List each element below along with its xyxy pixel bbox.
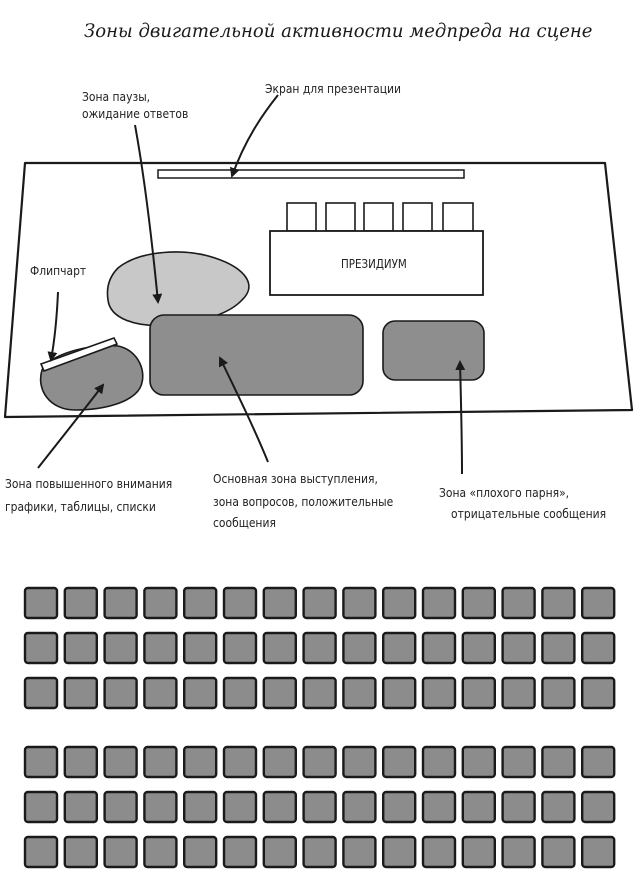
audience-seat: [343, 837, 375, 867]
presidium-label: ПРЕЗИДИУМ: [341, 257, 407, 271]
audience-seat: [503, 837, 535, 867]
pause-zone-label-line2: ожидание ответов: [82, 106, 189, 121]
audience-seat: [25, 837, 57, 867]
audience-seat: [105, 792, 137, 822]
audience-seat: [582, 792, 614, 822]
audience-seat: [463, 837, 495, 867]
audience-seat: [503, 747, 535, 777]
audience-seat: [542, 792, 574, 822]
audience-seat: [105, 588, 137, 618]
audience-seat: [224, 633, 256, 663]
audience-seat: [383, 678, 415, 708]
audience-seat: [423, 747, 455, 777]
audience-seat: [463, 633, 495, 663]
audience-seat: [423, 678, 455, 708]
bad-guy-zone-label-line2: отрицательные сообщения: [451, 506, 607, 521]
audience-seat: [184, 633, 216, 663]
audience-seat: [224, 837, 256, 867]
audience-seat: [304, 633, 336, 663]
audience-seat: [304, 588, 336, 618]
audience-seat: [383, 633, 415, 663]
audience-seat: [304, 678, 336, 708]
audience-seat: [25, 747, 57, 777]
audience-seat: [264, 747, 296, 777]
audience-seat: [503, 792, 535, 822]
audience-seat: [343, 747, 375, 777]
audience-seat: [224, 588, 256, 618]
audience-seat: [423, 588, 455, 618]
presidium-chair: [403, 203, 432, 231]
audience-seat: [343, 633, 375, 663]
audience-seat: [542, 678, 574, 708]
audience-seat: [423, 633, 455, 663]
audience-seat: [463, 678, 495, 708]
audience-seat: [184, 588, 216, 618]
audience-seat: [105, 747, 137, 777]
pause-zone-label: [82, 88, 188, 122]
presidium-chair: [326, 203, 355, 231]
audience-seat: [224, 678, 256, 708]
audience-seat: [224, 792, 256, 822]
bad-guy-zone-label-line1: Зона «плохого парня»,: [439, 485, 570, 500]
audience-seats: [25, 588, 614, 867]
audience-seat: [65, 678, 97, 708]
audience-seat: [144, 747, 176, 777]
audience-seat: [343, 678, 375, 708]
audience-seat: [144, 792, 176, 822]
presidium-chairs: [287, 203, 473, 231]
audience-seat: [105, 633, 137, 663]
audience-seat: [542, 633, 574, 663]
audience-seat: [582, 837, 614, 867]
screen-label: Экран для презентации: [265, 81, 402, 96]
presidium-chair: [443, 203, 473, 231]
audience-seat: [542, 837, 574, 867]
audience-seat: [184, 678, 216, 708]
audience-seat: [65, 792, 97, 822]
audience-seat: [582, 588, 614, 618]
main-zone-label-line3: сообщения: [213, 515, 276, 530]
main-zone-label-line2: зона вопросов, положительные: [213, 494, 394, 509]
audience-seat: [144, 633, 176, 663]
audience-seat: [582, 678, 614, 708]
audience-seat: [65, 837, 97, 867]
audience-seat: [264, 678, 296, 708]
audience-seat: [423, 792, 455, 822]
audience-seat: [582, 633, 614, 663]
audience-seat: [463, 747, 495, 777]
audience-seat: [383, 792, 415, 822]
bad-guy-zone-label: [439, 484, 606, 522]
presidium-chair: [287, 203, 316, 231]
presidium-chair: [364, 203, 393, 231]
audience-seat: [503, 588, 535, 618]
audience-seat: [304, 792, 336, 822]
audience-seat: [264, 837, 296, 867]
audience-seat: [264, 792, 296, 822]
audience-seat: [105, 837, 137, 867]
audience-seat: [383, 588, 415, 618]
main-zone-label: [213, 470, 393, 531]
audience-seat: [383, 837, 415, 867]
audience-seat: [463, 588, 495, 618]
audience-seat: [264, 588, 296, 618]
audience-seat: [144, 678, 176, 708]
audience-seat: [264, 633, 296, 663]
audience-seat: [25, 633, 57, 663]
audience-seat: [65, 633, 97, 663]
attention-zone-label-line2: графики, таблицы, списки: [5, 499, 156, 514]
audience-seat: [542, 747, 574, 777]
attention-zone-label-line1: Зона повышенного внимания: [5, 476, 173, 491]
audience-seat: [144, 588, 176, 618]
attention-zone-label: [5, 475, 172, 515]
audience-seat: [304, 837, 336, 867]
audience-seat: [423, 837, 455, 867]
audience-seat: [343, 792, 375, 822]
flipchart-label: Флипчарт: [30, 263, 87, 278]
audience-seat: [65, 747, 97, 777]
audience-seat: [184, 792, 216, 822]
audience-seat: [542, 588, 574, 618]
audience-seat: [343, 588, 375, 618]
audience-seat: [304, 747, 336, 777]
arrow-flipchart: [51, 292, 58, 360]
bad-guy-zone: [383, 321, 484, 380]
audience-seat: [224, 747, 256, 777]
audience-seat: [383, 747, 415, 777]
audience-seat: [25, 588, 57, 618]
audience-seat: [582, 747, 614, 777]
main-zone: [150, 315, 363, 395]
audience-seat: [144, 837, 176, 867]
diagram-title: Зоны двигательной активности медпреда на сцене: [84, 20, 593, 42]
audience-seat: [463, 792, 495, 822]
audience-seat: [25, 792, 57, 822]
pause-zone-label-line1: Зона паузы,: [82, 89, 151, 104]
audience-seat: [25, 678, 57, 708]
audience-seat: [184, 747, 216, 777]
audience-seat: [503, 633, 535, 663]
presentation-screen: [158, 170, 464, 178]
main-zone-label-line1: Основная зона выступления,: [213, 471, 378, 486]
audience-seat: [105, 678, 137, 708]
audience-seat: [503, 678, 535, 708]
audience-seat: [65, 588, 97, 618]
audience-seat: [184, 837, 216, 867]
